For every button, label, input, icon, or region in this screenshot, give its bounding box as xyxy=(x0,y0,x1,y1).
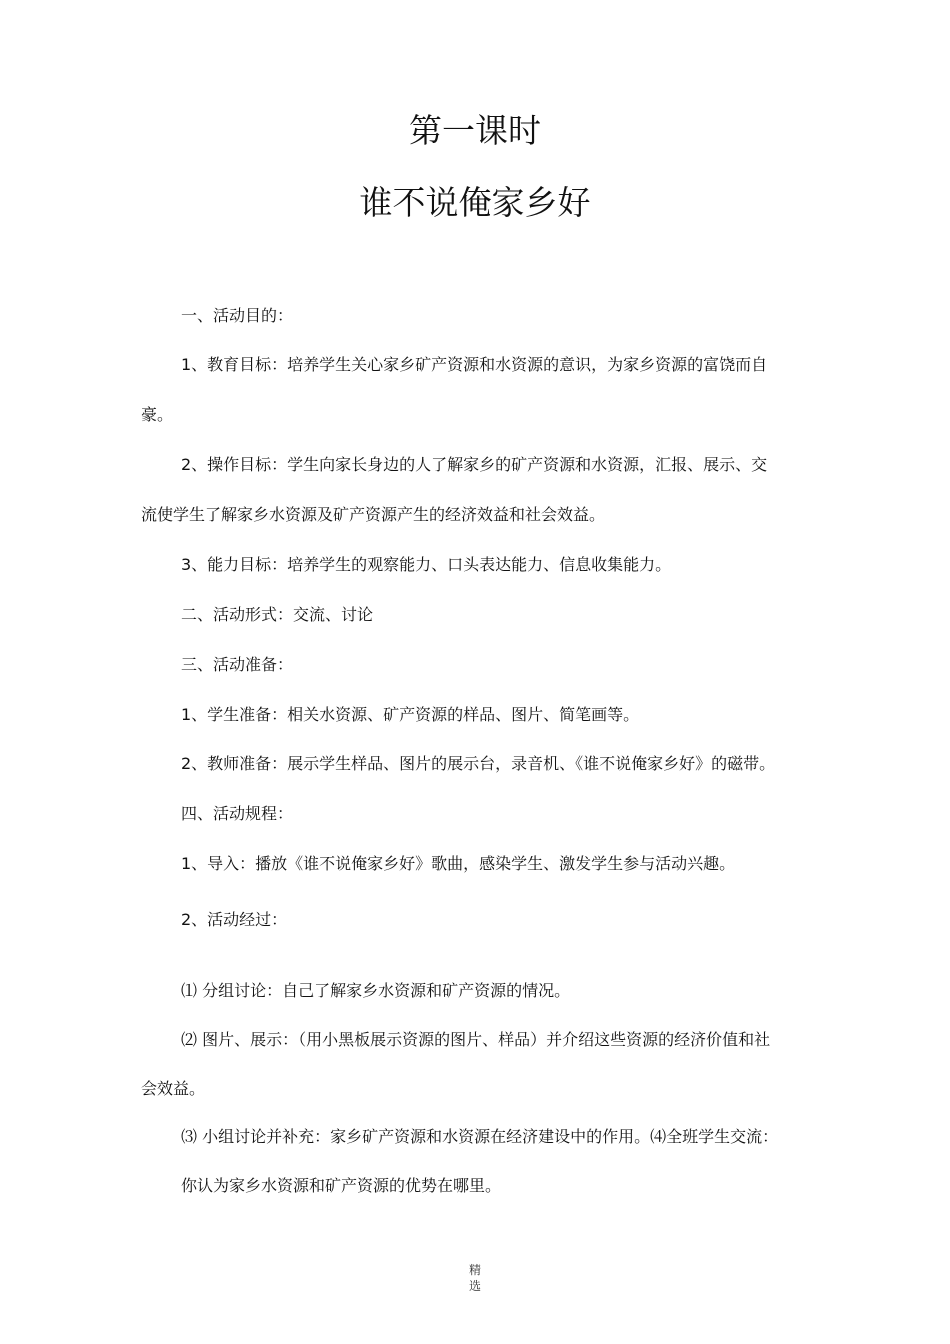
preparation-teacher: 2、教师准备：展示学生样品、图片的展示台，录音机、《谁不说俺家乡好》的磁带。 xyxy=(181,754,776,773)
goal-operation-line1: 2、操作目标：学生向家长身边的人了解家乡的矿产资源和水资源，汇报、展示、交 xyxy=(181,455,768,474)
document-title: 第一课时 xyxy=(409,111,541,150)
step-pictures-line2: 会效益。 xyxy=(141,1079,206,1098)
step-group-supplement: ⑶ 小组讨论并补充：家乡矿产资源和水资源在经济建设中的作用。⑷全班学生交流： xyxy=(181,1127,779,1146)
preparation-student: 1、学生准备：相关水资源、矿产资源的样品、图片、简笔画等。 xyxy=(181,705,640,724)
step-group-discussion: ⑴ 分组讨论：自己了解家乡水资源和矿产资源的情况。 xyxy=(181,981,571,1000)
step-class-exchange-question: 你认为家乡水资源和矿产资源的优势在哪里。 xyxy=(181,1176,502,1195)
procedure-process: 2、活动经过： xyxy=(181,910,288,929)
document-subtitle: 谁不说俺家乡好 xyxy=(359,183,591,222)
section-heading-form: 二、活动形式：交流、讨论 xyxy=(181,605,374,624)
goal-education-line2: 豪。 xyxy=(141,405,174,424)
goal-ability: 3、能力目标：培养学生的观察能力、口头表达能力、信息收集能力。 xyxy=(181,555,672,574)
section-heading-preparation: 三、活动准备： xyxy=(181,655,294,674)
goal-education-line1: 1、教育目标：培养学生关心家乡矿产资源和水资源的意识，为家乡资源的富饶而自 xyxy=(181,355,768,374)
footer-mark-line1: 精 xyxy=(468,1263,481,1277)
footer-mark-line2: 选 xyxy=(468,1279,481,1293)
section-heading-procedure: 四、活动规程： xyxy=(181,804,294,823)
goal-operation-line2: 流使学生了解家乡水资源及矿产资源产生的经济效益和社会效益。 xyxy=(141,505,606,524)
step-pictures-line1: ⑵ 图片、展示：（用小黑板展示资源的图片、样品）并介绍这些资源的经济价值和社 xyxy=(181,1030,771,1049)
procedure-intro: 1、导入：播放《谁不说俺家乡好》歌曲，感染学生、激发学生参与活动兴趣。 xyxy=(181,854,736,873)
section-heading-goals: 一、活动目的： xyxy=(181,306,294,325)
